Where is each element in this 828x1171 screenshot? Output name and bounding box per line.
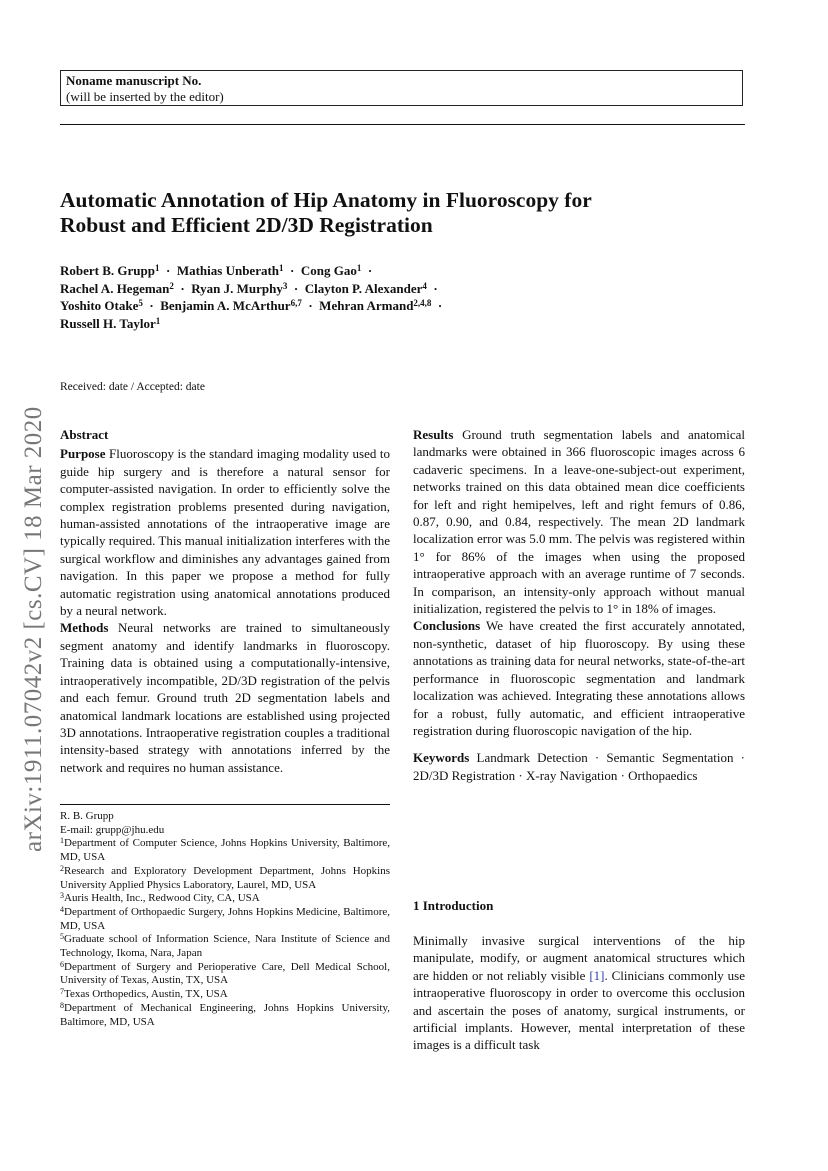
abstract-right-column xyxy=(413,426,745,784)
intro-paragraph xyxy=(413,932,745,1054)
author-affiliation: 2,4,8 xyxy=(413,298,432,308)
abstract-heading: Abstract xyxy=(60,427,109,442)
manuscript-number: Noname manuscript No. xyxy=(66,73,202,88)
results-text: Ground truth segmentation labels and anatomical landmarks were obtained in 366 fluoroscopic images across 6 cadaveric specimens. In a leave-one-subject-out experiment, networks trained on this data obtained mean dice coefficients for left and right hemipelves, left and right femurs of 0.86, 0.87, 0.90, and 0.84, respectively. The mean 2D landmark localization error was 5.0 mm. The pelvis was registered within 1° for 86% of the images when using the proposed intraoperative approach with an average runtime of 7 seconds. In comparison, an intensity-only approach without manual initialization, registered the pelvis to 1° in 18% of images. xyxy=(413,427,745,617)
affiliation-text: Auris Health, Inc., Redwood City, CA, USA xyxy=(64,892,260,905)
section-heading-introduction: 1 Introduction xyxy=(413,898,494,913)
affiliation-item xyxy=(60,933,390,960)
conclusions-text: We have created the first accurately annotated, non-synthetic, dataset of hip fluoroscopy. By using these annotations as training data for neural networks, state-of-the-art performance in fluoroscopic segmentation and landmark localization was achieved. Integrating these annotations allows for a robust, fully automatic, and efficient intraoperative registration during fluoroscopic navigation of the hip. xyxy=(413,618,745,738)
author-separator: · xyxy=(180,280,185,296)
author-affiliation: 4 xyxy=(422,280,427,291)
affiliation-number: 1 xyxy=(60,836,64,846)
author-name: Mathias Unberath xyxy=(176,263,280,278)
title-line-1: Automatic Annotation of Hip Anatomy in Fluoroscopy for xyxy=(60,188,592,212)
purpose-label: Purpose xyxy=(60,446,106,462)
affiliation-number: 3 xyxy=(60,891,64,901)
affiliation-item xyxy=(60,892,390,906)
author-name: Robert B. Grupp xyxy=(60,263,155,278)
author-separator: · xyxy=(437,298,443,313)
author-separator: · xyxy=(308,298,313,313)
footnotes xyxy=(60,810,390,1029)
affiliation-item xyxy=(60,906,390,933)
author-affiliation: 3 xyxy=(282,280,288,291)
author-name: Yoshito Otake xyxy=(60,298,139,313)
author-name: Rachel A. Hegeman xyxy=(60,280,170,296)
keywords xyxy=(413,749,745,784)
affiliation-number: 6 xyxy=(60,959,64,969)
methods-text: Neural networks are trained to simultaneously segment anatomy and identify landmarks in fluoroscopy. Training data is obtained using a computationally-intensive, intraoperatively incompatible, 2D/3D registration of the pelvis and each femur. Ground truth 2D segmentation labels and anatomical landmark locations are established using projected 3D annotations. Intraoperative registration couples a traditional intensity-based strategy with annotations inferred by the network and requires no human assistance. xyxy=(60,620,391,775)
citation-link[interactable]: [1] xyxy=(589,967,605,983)
affiliation-item xyxy=(60,988,390,1002)
affiliation-item xyxy=(60,1002,390,1029)
author-line xyxy=(60,297,750,315)
purpose-text: Fluoroscopy is the standard imaging modality used to guide hip surgery and is therefore a natural sensor for computer-assisted navigation. In order to efficiently solve the complex registration problems presented during navigation, human-assisted annotations of the intraoperative image are typically required. This manual initialization interferes with the surgical workflow and diminishes any advantages gained from navigation. In this paper we propose a method for fully automatic registration using anatomical annotations produced by a neural network. xyxy=(60,446,391,619)
abstract-conclusions xyxy=(413,617,745,739)
affiliation-number: 8 xyxy=(60,1000,64,1010)
author-line xyxy=(60,262,750,280)
received-date: Received: date / Accepted: date xyxy=(60,381,205,393)
author-name: Russell H. Taylor xyxy=(60,315,156,331)
affiliation-text: Department of Mechanical Engineering, Johns Hopkins University, Baltimore, MD, USA xyxy=(60,1001,390,1028)
results-label: Results xyxy=(413,427,454,442)
corresponding-email: E-mail: grupp@jhu.edu xyxy=(60,823,165,836)
editor-note: (will be inserted by the editor) xyxy=(66,89,224,104)
affiliation-number: 5 xyxy=(60,932,64,942)
author-name: Mehran Armand xyxy=(319,298,414,313)
footnote-rule xyxy=(60,804,390,805)
affiliation-text: Research and Exploratory Development Department, Johns Hopkins University Applied Physics Laboratory, Laurel, MD, USA xyxy=(60,864,390,891)
author-list xyxy=(60,262,750,332)
author-separator: · xyxy=(149,298,154,313)
affiliation-number: 4 xyxy=(60,904,64,914)
top-rule xyxy=(60,124,745,125)
keywords-text: Landmark Detection · Semantic Segmentation · 2D/3D Registration · X-ray Navigation · Orthopaedics xyxy=(413,750,745,783)
manuscript-header-box xyxy=(60,70,743,106)
author-affiliation: 6,7 xyxy=(290,298,302,308)
affiliation-text: Texas Orthopedics, Austin, TX, USA xyxy=(64,988,228,1001)
intro-text: . Clinicians commonly use intraoperative fluoroscopy in order to overcome this occlusion and ascertain the poses of anatomy, surgical instruments, or artificial implants. However, mental interpretation of these images is a difficult task xyxy=(413,967,746,1053)
author-separator: · xyxy=(367,263,373,278)
corresponding-author: R. B. Grupp xyxy=(60,810,114,822)
author-affiliation: 2 xyxy=(169,280,174,291)
abstract-left-column xyxy=(60,426,390,776)
affiliation-text: Department of Surgery and Perioperative Care, Dell Medical School, University of Texas, Austin, TX, USA xyxy=(60,960,390,987)
affiliation-text: Department of Orthopaedic Surgery, Johns Hopkins Medicine, Baltimore, MD, USA xyxy=(60,905,390,932)
author-separator: · xyxy=(433,280,438,296)
author-line xyxy=(60,280,750,298)
affiliation-item xyxy=(60,961,390,988)
keywords-label: Keywords xyxy=(413,750,470,766)
abstract-results xyxy=(413,426,745,617)
affiliation-text: Department of Computer Science, Johns Hopkins University, Baltimore, MD, USA xyxy=(60,837,390,864)
arxiv-stamp: arXiv:1911.07042v2 [cs.CV] 18 Mar 2020 xyxy=(20,406,47,852)
affiliation-item xyxy=(60,865,390,892)
author-affiliation: 1 xyxy=(279,263,284,273)
affiliation-number: 7 xyxy=(60,987,64,997)
author-affiliation: 1 xyxy=(356,263,362,273)
abstract-purpose xyxy=(60,445,390,619)
paper-title xyxy=(60,188,750,238)
affiliation-item xyxy=(60,837,390,864)
author-name: Cong Gao xyxy=(300,263,357,278)
methods-label: Methods xyxy=(60,620,109,636)
author-line xyxy=(60,315,750,333)
author-name: Clayton P. Alexander xyxy=(304,280,423,296)
author-separator: · xyxy=(293,280,299,296)
author-separator: · xyxy=(290,263,295,278)
author-affiliation: 5 xyxy=(138,298,143,308)
conclusions-label: Conclusions xyxy=(413,618,481,634)
author-affiliation: 1 xyxy=(154,263,160,273)
abstract-methods xyxy=(60,619,390,776)
author-name: Ryan J. Murphy xyxy=(191,280,283,296)
intro-text: Minimally invasive surgical interventions of the hip manipulate, modify, or augment anatomical structures which are hidden or not reliably visible xyxy=(413,933,745,983)
author-affiliation: 1 xyxy=(155,315,161,326)
affiliation-number: 2 xyxy=(60,863,64,873)
author-name: Benjamin A. McArthur xyxy=(160,298,291,313)
affiliation-text: Graduate school of Information Science, Nara Institute of Science and Technology, Ikoma, Nara, Japan xyxy=(60,933,390,960)
introduction-text xyxy=(413,932,745,1054)
author-separator: · xyxy=(165,263,171,278)
title-line-2: Robust and Efficient 2D/3D Registration xyxy=(60,213,433,237)
